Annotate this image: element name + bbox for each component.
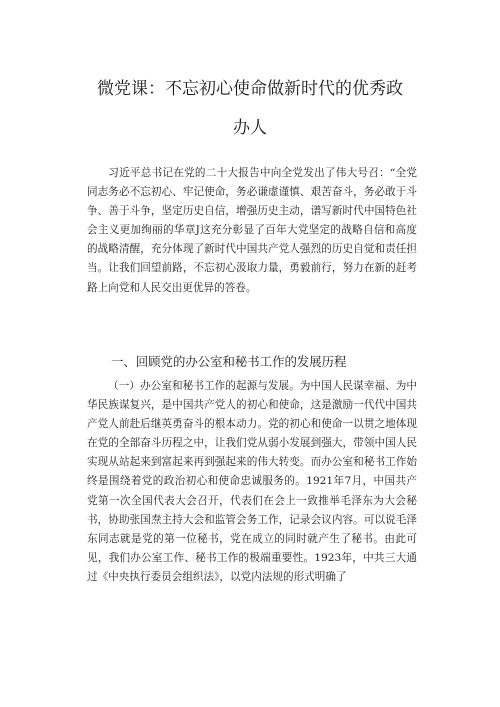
intro-paragraph [87,164,417,298]
intro-paragraph-text: 习近平总书记在党的二十大报告中向全党发出了伟大号召：“全党同志务必不忘初心、牢记使命，务必谦虚谨慎、艰苦奋斗，务必敢于斗争、善于斗争，坚定历史自信，增强历史主动，谱写新时代中国特色社会主义更加绚丽的华章J这充分彰显了百年大党坚定的战略自信和高度的战略清醒，充分体现了新时代中国共产党人强烈的历史自觉和责任担当。让我们回望前路，不忘初心汲取力量，勇毅前行，努力在新的赶考路上向党和人民交出更优异的答卷。 [87,167,417,294]
section-paragraph-text: （一）办公室和秘书工作的起源与发展。为中国人民谋幸福、为中华民族谋复兴，是中国共产党人的初心和使命，这是激励一代代中国共产党人前赴后继英勇奋斗的根本动力。党的初心和使命一以贯之地体现在党的全部奋斗历程之中，让我们党从弱小发展到强大，带领中国人民实现从站起来到富起来再到强起来的伟大转变。而办公室和秘书工作始终是围绕着党的政治初心和使命忠诚服务的。1921年7月，中国共产党第一次全国代表大会召开，代表们在会上一致推举毛泽东为大会秘书，协助张国焘主持大会和监管会务工作，记录会议内容。可以说毛泽东同志就是党的第一位秘书，党在成立的同时就产生了秘书。由此可见，我们办公室工作、秘书工作的极端重要性。1923年，中共三大通过《中央执行委员会组织法》，以党内法规的形式明确了 [87,380,417,583]
section-paragraph [87,377,417,587]
document-title-line-1: 微党课：不忘初心使命做新时代的优秀政 [97,79,403,99]
section-heading: 一、回顾党的办公室和秘书工作的发展历程 [111,354,347,369]
document-title-line-2: 办人 [233,118,267,138]
